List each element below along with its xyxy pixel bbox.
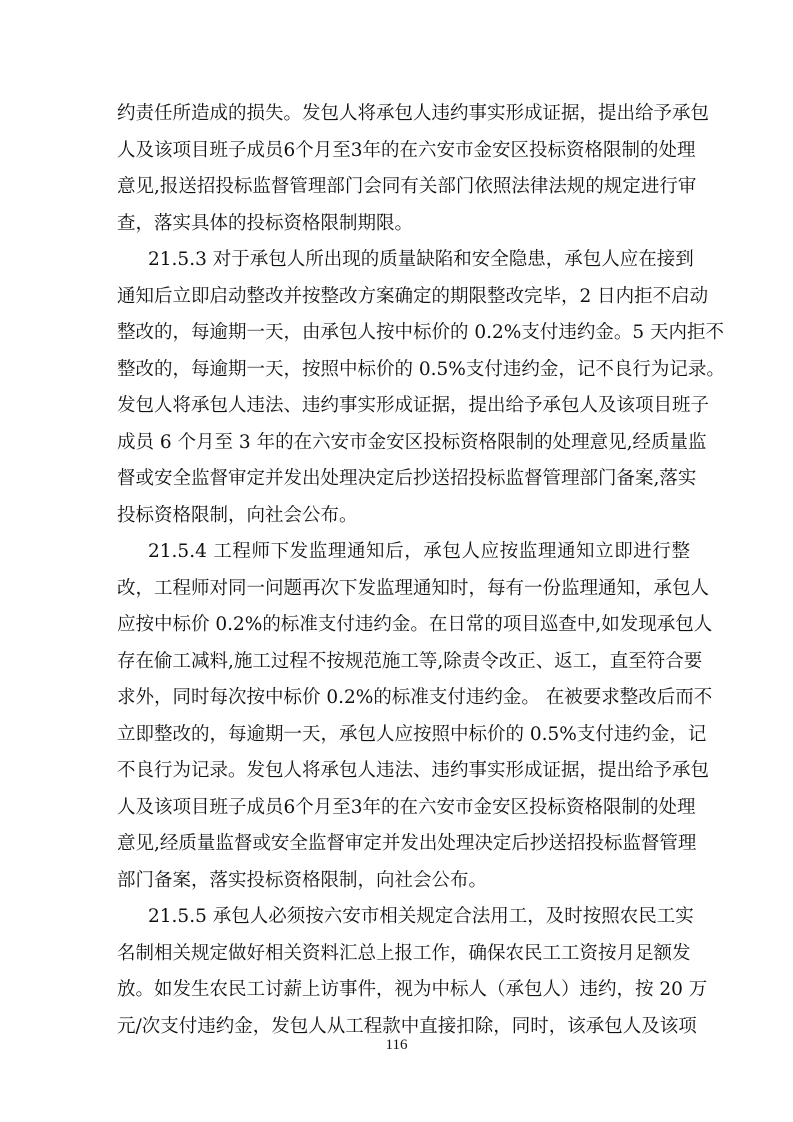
paragraph-21-5-4 — [117, 534, 713, 899]
text-line: 意见,报送招投标监督管理部门会同有关部门依照法律法规的规定进行审 — [117, 176, 697, 197]
text-line: 查，落实具体的投标资格限制期限。 — [117, 212, 414, 234]
text-line: 元/次支付违约金，发包人从工程款中直接扣除，同时，该承包人及该项 — [117, 1015, 697, 1037]
text-line: 整改的，每逾期一天，由承包人按中标价的 0.2%支付违约金。5 天内拒不 — [117, 322, 725, 343]
text-line: 投标资格限制，向社会公布。 — [117, 504, 358, 526]
text-line: 意见,经质量监督或安全监督审定并发出处理决定后抄送招投标监督管理 — [117, 833, 697, 854]
page-body — [117, 96, 725, 1045]
text-line: 人及该项目班子成员6个月至3年的在六安市金安区投标资格限制的处理 — [117, 139, 696, 161]
text-line: 成员 6 个月至 3 年的在六安市金安区投标资格限制的处理意见,经质量监 — [117, 431, 707, 453]
text-line: 督或安全监督审定并发出处理决定后抄送招投标监督管理部门备案,落实 — [117, 468, 697, 489]
text-line: 改，工程师对同一问题再次下发监理通知时，每有一份监理通知，承包人 — [117, 577, 710, 599]
text-line: 名制相关规定做好相关资料汇总上报工作，确保农民工工资按月足额发 — [117, 942, 691, 964]
page-number: 116 — [385, 1037, 408, 1053]
text-line: 部门备案，落实投标资格限制，向社会公布。 — [117, 869, 488, 891]
paragraph — [117, 96, 710, 242]
text-line: 应按中标价 0.2%的标准支付违约金。在日常的项目巡查中,如发现承包人 — [117, 614, 713, 635]
text-line: 21.5.5 承包人必须按六安市相关规定合法用工，及时按照农民工实 — [148, 906, 694, 927]
text-line: 立即整改的，每逾期一天，承包人应按照中标价的 0.5%支付违约金，记 — [117, 723, 707, 745]
text-line: 人及该项目班子成员6个月至3年的在六安市金安区投标资格限制的处理 — [117, 796, 696, 818]
text-line: 发包人将承包人违法、违约事实形成证据，提出给予承包人及该项目班子 — [117, 395, 710, 416]
text-line: 整改的，每逾期一天，按照中标价的 0.5%支付违约金，记不良行为记录。 — [117, 358, 725, 380]
text-line: 21.5.3 对于承包人所出现的质量缺陷和安全隐患，承包人应在接到 — [148, 249, 694, 270]
text-line: 不良行为记录。发包人将承包人违法、违约事实形成证据，提出给予承包 — [117, 760, 710, 781]
paragraph-21-5-5 — [117, 899, 708, 1045]
text-line: 存在偷工减料,施工过程不按规范施工等,除责令改正、返工，直至符合要 — [117, 650, 703, 672]
text-line: 放。如发生农民工讨薪上访事件，视为中标人（承包人）违约，按 20 万 — [117, 979, 708, 1000]
text-line: 约责任所造成的损失。发包人将承包人违约事实形成证据，提出给予承包 — [117, 103, 710, 124]
text-line: 通知后立即启动整改并按整改方案确定的期限整改完毕，2 日内拒不启动 — [117, 285, 709, 307]
text-line: 21.5.4 工程师下发监理通知后，承包人应按监理通知立即进行整 — [148, 541, 690, 562]
text-line: 求外，同时每次按中标价 0.2%的标准支付违约金。 在被要求整改后而不 — [117, 687, 713, 708]
paragraph-21-5-3 — [117, 242, 725, 534]
